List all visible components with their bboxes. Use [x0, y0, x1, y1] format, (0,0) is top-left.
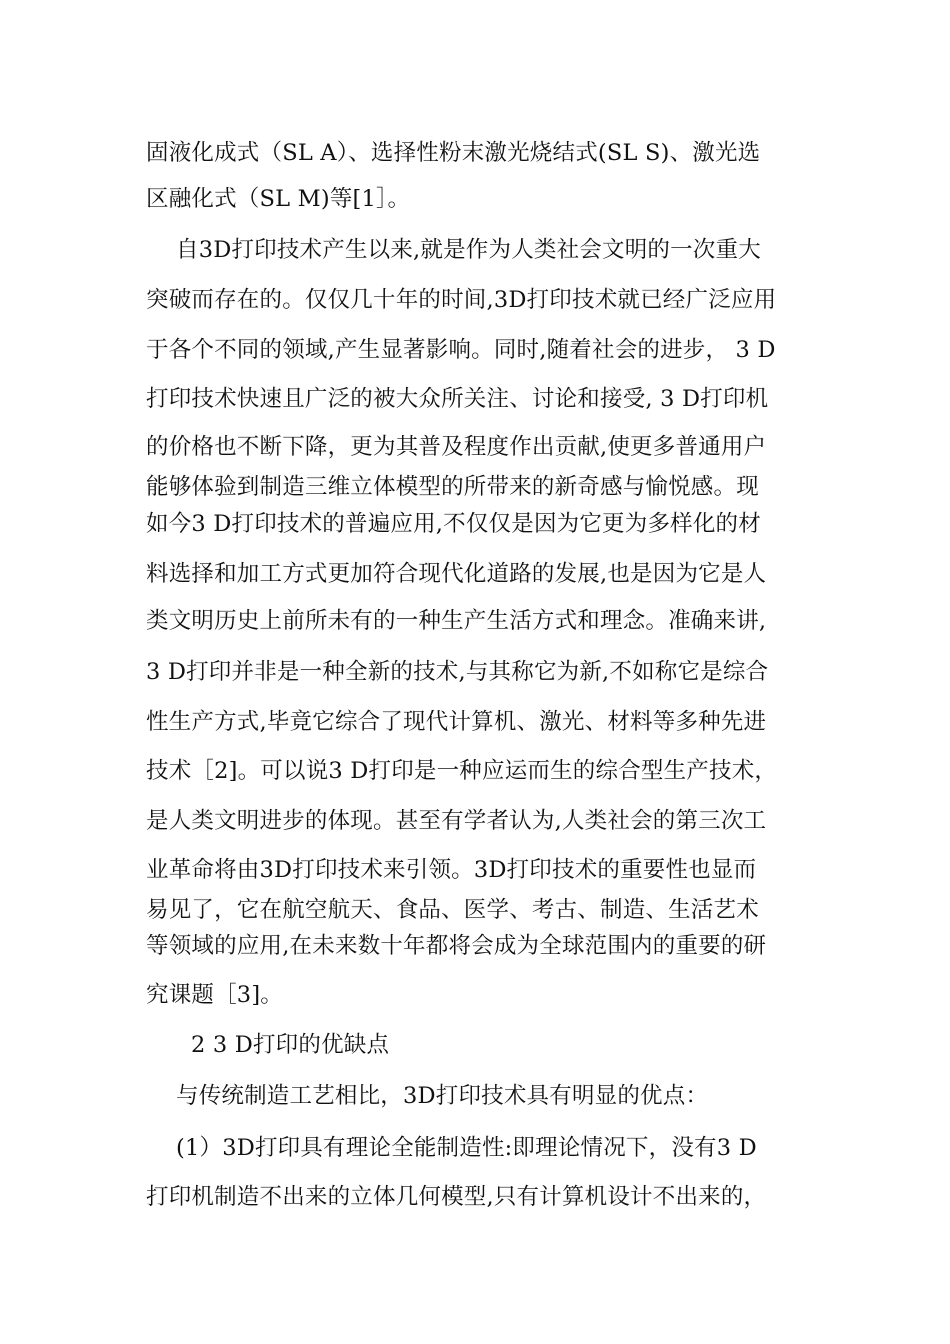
body-text-line: 是人类文明进步的体现。甚至有学者认为,人类社会的第三次工: [146, 808, 767, 834]
body-text-line: 区融化式（SL M)等[1］。: [146, 186, 411, 212]
body-text-line: 技术［2]。可以说3 D打印是一种应运而生的综合型生产技术，: [146, 758, 778, 784]
body-text-line: 的价格也不断下降，更为其普及程度作出贡献,使更多普通用户: [146, 434, 767, 460]
body-text-line: 突破而存在的。仅仅几十年的时间,3D打印技术就已经广泛应用: [146, 287, 777, 313]
body-text-line: 打印机制造不出来的立体几何模型,只有计算机设计不出来的，: [146, 1184, 767, 1210]
body-text-line: 易见了，它在航空航天、食品、医学、考古、制造、生活艺术: [146, 897, 759, 923]
body-text-line: 类文明历史上前所未有的一种生产生活方式和理念。准确来讲,: [146, 608, 767, 634]
body-text-line: 料选择和加工方式更加符合现代化道路的发展,也是因为它是人: [146, 561, 767, 587]
section-heading: 2 3 D打印的优缺点: [191, 1032, 390, 1058]
body-text-line: 性生产方式,毕竟它综合了现代计算机、激光、材料等多种先进: [146, 709, 767, 735]
body-text-line: 究课题［3]。: [146, 982, 283, 1008]
body-text-line: 固液化成式（SL A）、选择性粉末激光烧结式(SL S)、激光选: [146, 140, 761, 166]
body-text-line: 于各个不同的领域,产生显著影响。同时,随着社会的进步， 3 D: [146, 337, 776, 363]
body-text-line: 3 D打印并非是一种全新的技术,与其称它为新,不如称它是综合: [146, 659, 769, 685]
paragraph-first-line: 与传统制造工艺相比，3D打印技术具有明显的优点：: [176, 1083, 709, 1109]
body-text-line: 如今3 D打印技术的普遍应用,不仅仅是因为它更为多样化的材: [146, 511, 761, 537]
body-text-line: 业革命将由3D打印技术来引领。3D打印技术的重要性也显而: [146, 857, 757, 883]
body-text-line: 等领域的应用,在未来数十年都将会成为全球范围内的重要的研: [146, 933, 767, 959]
paragraph-first-line: (1）3D打印具有理论全能制造性:即理论情况下，没有3 D: [176, 1135, 757, 1161]
body-text-line: 能够体验到制造三维立体模型的所带来的新奇感与愉悦感。现: [146, 474, 759, 500]
body-text-line: 打印技术快速且广泛的被大众所关注、讨论和接受, 3 D打印机: [146, 386, 769, 412]
paragraph-first-line: 自3D打印技术产生以来,就是作为人类社会文明的一次重大: [176, 237, 761, 263]
